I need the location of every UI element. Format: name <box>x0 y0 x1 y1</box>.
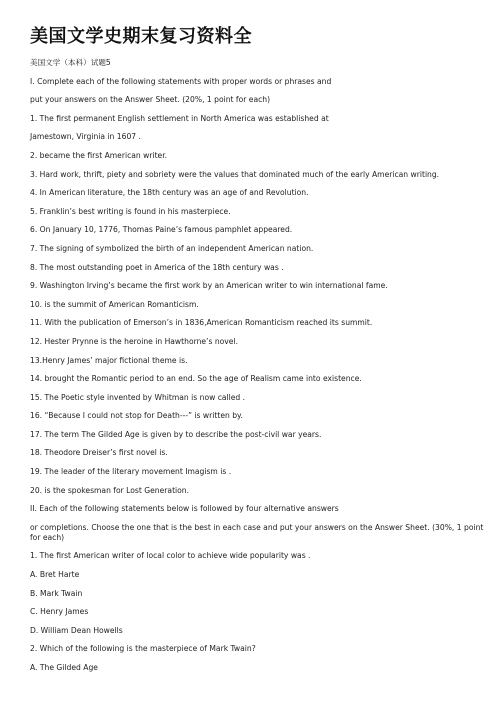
answer-option: A. Bret Harte <box>30 570 80 580</box>
answer-option: A. The Gilded Age <box>30 663 98 672</box>
page-title: 美国文学史期末复习资料全 <box>30 26 252 47</box>
section-2-instructions: or completions. Choose the one that is the best in each case and put your answers on the Answer Sheet. (30%, 1 point for each) <box>30 522 484 542</box>
question-line: 10. is the summit of American Romanticism. <box>30 299 199 309</box>
question-line: 15. The Poetic style invented by Whitman is now called . <box>30 392 246 402</box>
question-line: 1. The first American writer of local color to achieve wide popularity was . <box>30 551 311 561</box>
question-line: 5. Franklin’s best writing is found in his masterpiece. <box>30 206 231 216</box>
question-line: 19. The leader of the literary movement Imagism is . <box>30 467 232 477</box>
question-line: 4. In American literature, the 18th century was an age of and Revolution. <box>30 188 309 198</box>
question-line: 9. Washington Irving’s became the first work by an American writer to win international fame. <box>30 281 388 291</box>
question-line: 6. On January 10, 1776, Thomas Paine’s famous pamphlet appeared. <box>30 225 293 235</box>
question-line: 8. The most outstanding poet in America of the 18th century was . <box>30 262 284 272</box>
question-line: 2. Which of the following is the masterpiece of Mark Twain? <box>30 644 256 654</box>
question-line: 18. Theodore Dreiser’s first novel is. <box>30 448 168 458</box>
subtitle: 美国文学（本科）试题5 <box>30 58 111 67</box>
question-line: 7. The signing of symbolized the birth of an independent American nation. <box>30 243 314 253</box>
question-line: 2. became the first American writer. <box>30 150 168 160</box>
answer-option: C. Henry James <box>30 607 89 617</box>
question-line: 16. “Because I could not stop for Death---” is written by. <box>30 411 243 421</box>
question-line: 13.Henry James’ major fictional theme is. <box>30 355 188 365</box>
answer-option: B. Mark Twain <box>30 588 83 598</box>
question-line: 14. brought the Romantic period to an end. So the age of Realism came into existence. <box>30 374 362 384</box>
question-line: 12. Hester Prynne is the heroine in Hawthorne’s novel. <box>30 336 238 346</box>
answer-option: D. William Dean Howells <box>30 625 123 635</box>
question-line: 20. is the spokesman for Lost Generation. <box>30 485 190 495</box>
section-2-instructions: II. Each of the following statements below is followed by four alternative answers <box>30 504 339 514</box>
question-line: 3. Hard work, thrift, piety and sobriety were the values that dominated much of the early American writing. <box>30 169 440 179</box>
question-line: 11. With the publication of Emerson’s in 1836,American Romanticism reached its summit. <box>30 318 373 328</box>
question-line: Jamestown, Virginia in 1607 . <box>30 132 141 142</box>
question-line: 1. The first permanent English settlement in North America was established at <box>30 113 329 123</box>
section-1-instructions: put your answers on the Answer Sheet. (20%, 1 point for each) <box>30 95 271 105</box>
question-line: 17. The term The Gilded Age is given by to describe the post-civil war years. <box>30 429 322 439</box>
document-body <box>30 58 492 682</box>
section-1-instructions: I. Complete each of the following statements with proper words or phrases and <box>30 76 332 86</box>
